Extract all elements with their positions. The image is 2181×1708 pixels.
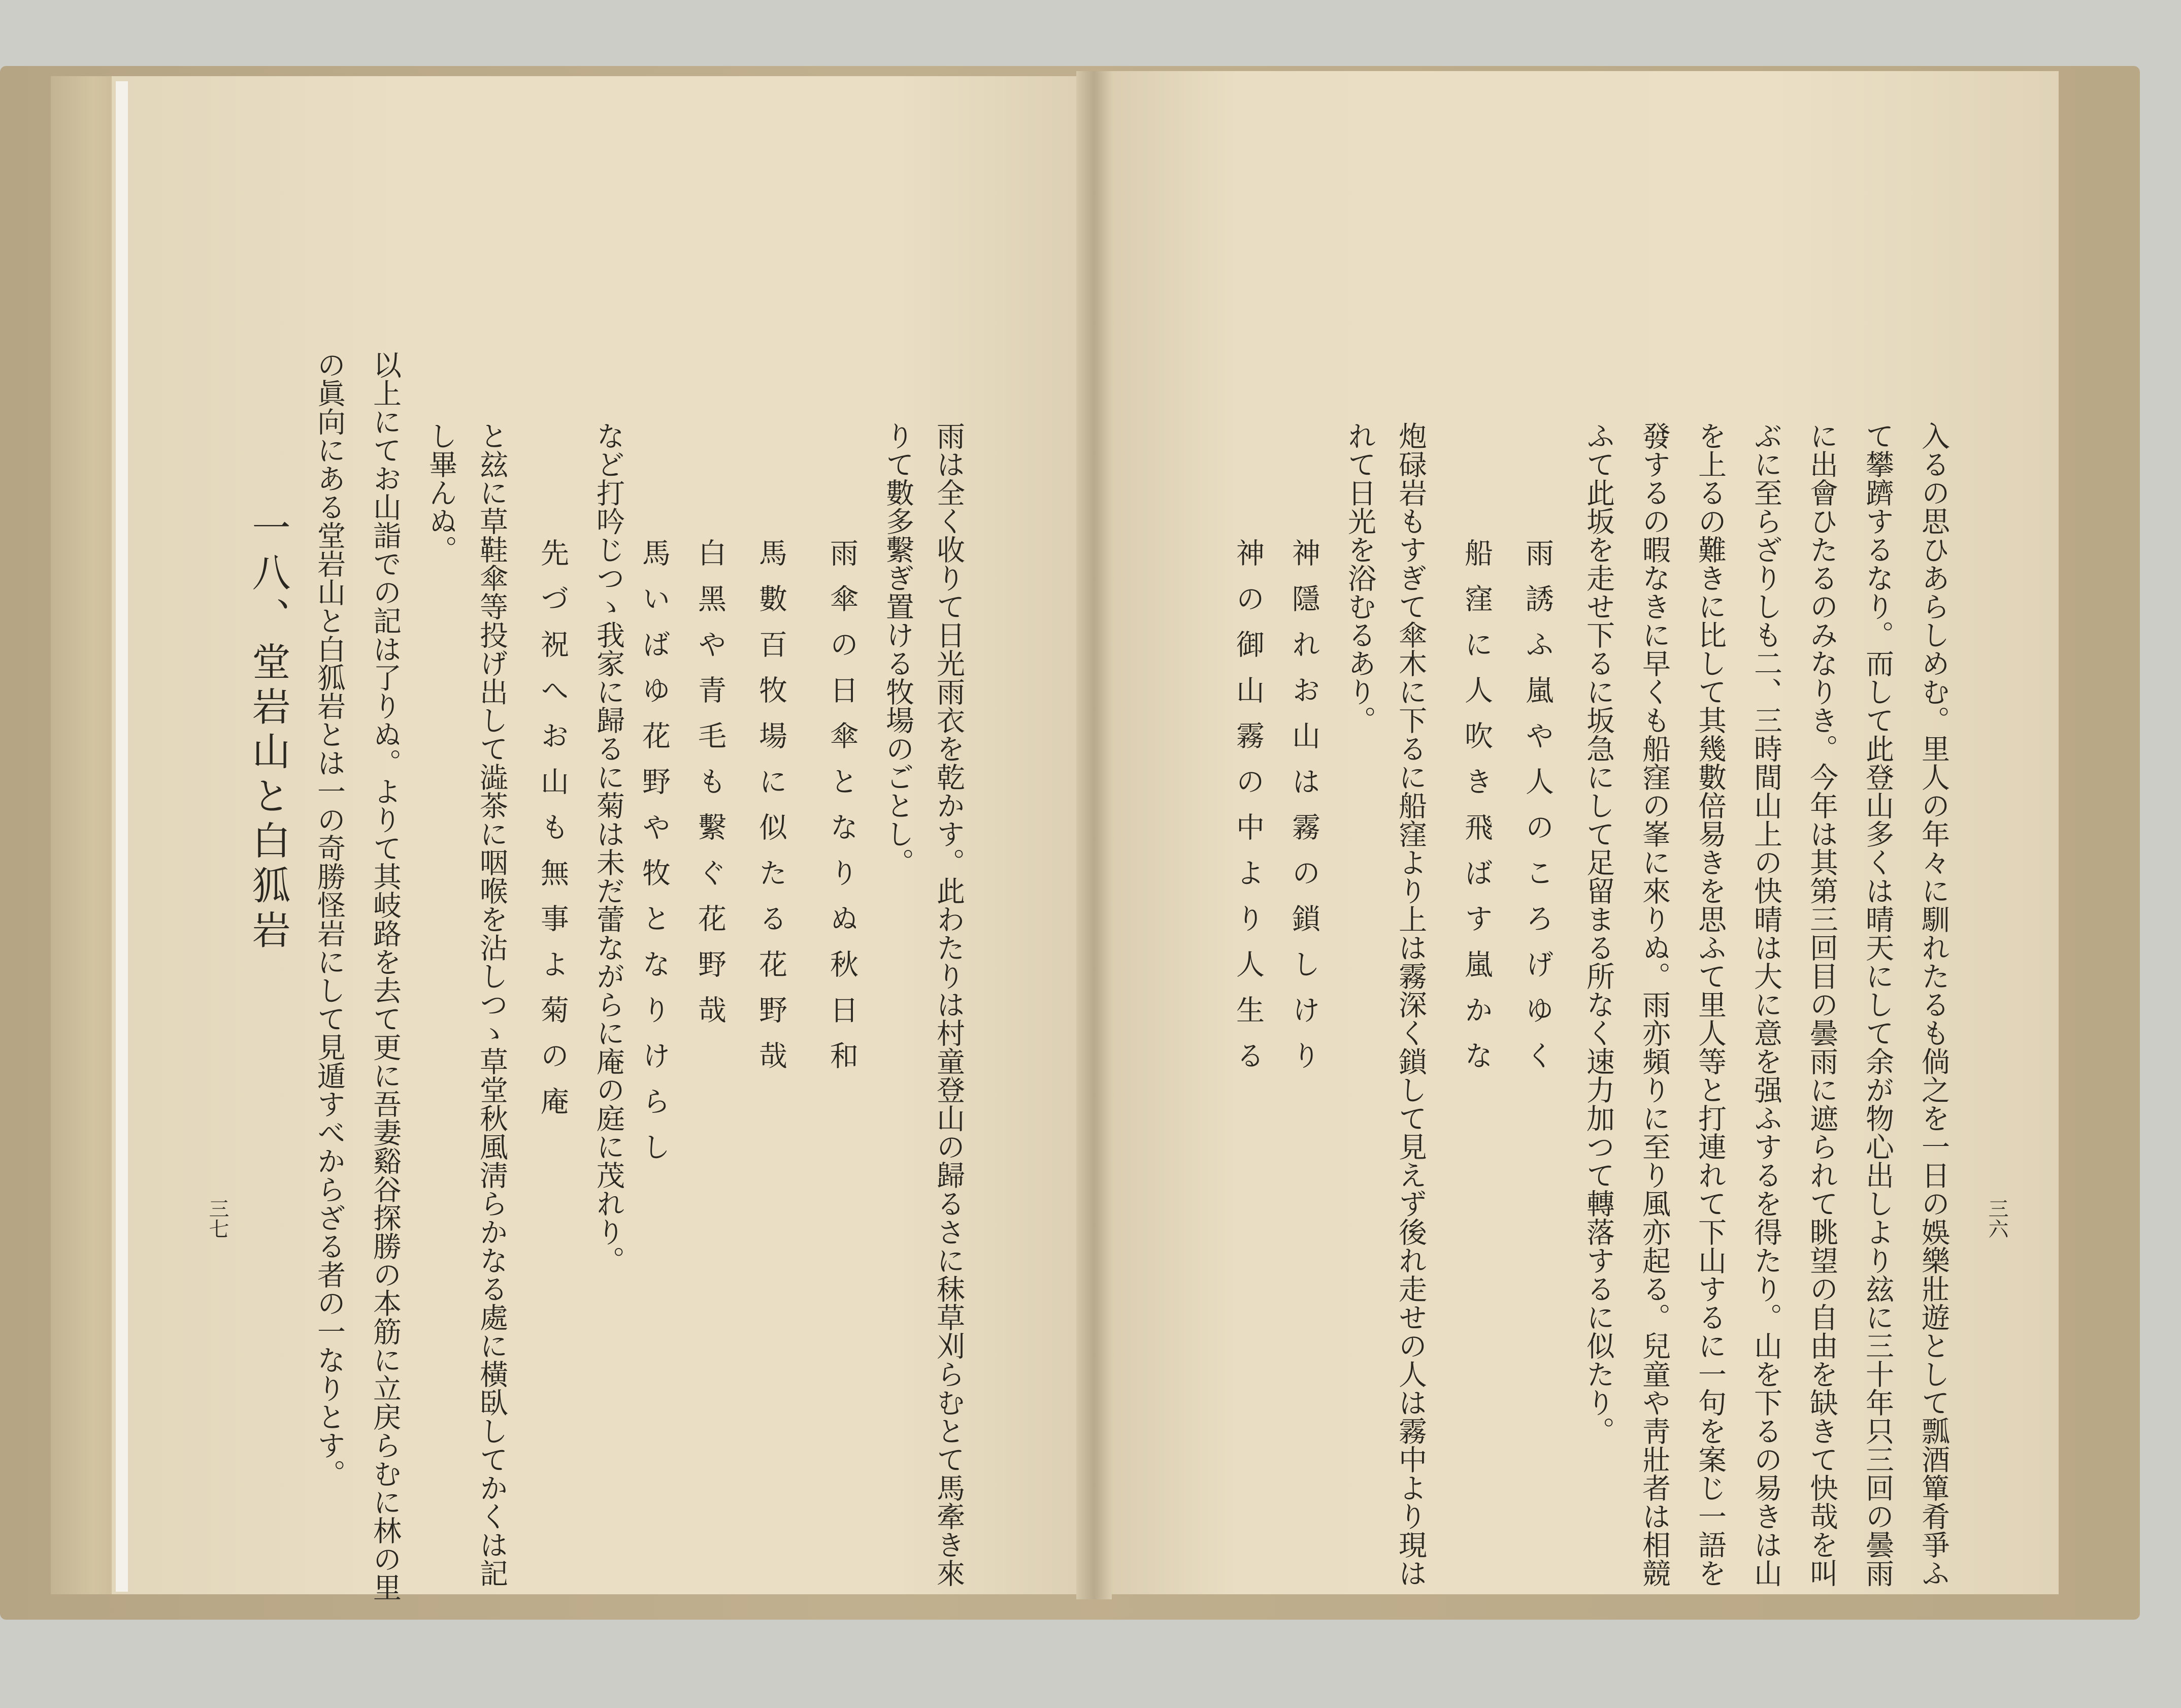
right-text-column: を上るの難きに比して其幾數倍易きを思ふて里人等と打連れて下山するに一句を案じ一語を xyxy=(1694,421,1727,1587)
left-text-column: 雨は全く收りて日光雨衣を乾かす。此わたりは村童登山の歸るさに秣草刈らむとて馬牽き來 xyxy=(932,421,965,1587)
right-text-column: て攀躋するなり。而して此登山多くは晴天にして余が物心出しより玆に三十年只三回の曇雨 xyxy=(1861,421,1894,1587)
left-haiku: 馬いばゆ花野や牧となりけらし xyxy=(638,538,671,1178)
left-page-number: 三七 xyxy=(206,1198,229,1239)
left-text-column: りて數多繫ぎ置ける牧場のごとし。 xyxy=(881,421,914,876)
right-text-column: れて日光を浴むるあり。 xyxy=(1343,421,1376,734)
left-haiku: 白黑や青毛も繫ぐ花野哉 xyxy=(693,538,726,1041)
left-text-column: 以上にてお山詣での記は了りぬ。よりて其岐路を去て更に吾妻谿谷探勝の本筋に立戻らむに林の里 xyxy=(369,350,402,1601)
right-text-column: 入るの思ひあらしめむ。里人の年々に馴れたるも倘之を一日の娛樂壯遊として瓢酒簞肴爭ふ xyxy=(1917,421,1950,1587)
binding-tape xyxy=(51,76,122,1594)
right-text-column: ふて此坂を走せ下るに坂急にして足留まる所なく速力加つて轉落するに似たり。 xyxy=(1582,421,1615,1445)
right-page-number: 三六 xyxy=(1985,1198,2008,1239)
page-edge xyxy=(116,81,128,1592)
right-text-column: 發するの暇なきに早くも船窪の峯に來りぬ。雨亦頻りに至り風亦起る。兒童や靑壯者は相競 xyxy=(1638,421,1671,1587)
right-haiku: 船窪に人吹き飛ばす嵐かな xyxy=(1460,538,1493,1087)
left-haiku: 雨傘の日傘となりぬ秋日和 xyxy=(825,538,858,1087)
book-gutter xyxy=(1076,71,1112,1599)
right-haiku: 神隱れお山は霧の鎖しけり xyxy=(1287,538,1320,1087)
right-text-column: に出會ひたるのみなりき。今年は其第三回目の曇雨に遮られて眺望の自由を缺きて快哉を叫 xyxy=(1805,421,1838,1587)
left-text-column: の眞向にある堂岩山と白狐岩とは一の奇勝怪岩にして見遁すべからざる者の一なりとす。 xyxy=(313,350,346,1488)
left-text-column: など打吟じつゝ我家に歸るに菊は未だ蕾ながらに庵の庭に茂れり。 xyxy=(592,421,625,1274)
right-haiku: 神の御山霧の中より人生る xyxy=(1232,538,1265,1087)
right-text-column: ぶに至らざりしも二、三時間山上の快晴は大に意を强ふするを得たり。山を下るの易きは山 xyxy=(1749,421,1782,1587)
left-text-column: と玆に草鞋傘等投げ出して澁茶に咽喉を沾しつゝ草堂秋風淸らかなる處に橫臥してかくは記 xyxy=(475,421,508,1587)
left-haiku: 先づ祝へお山も無事よ菊の庵 xyxy=(536,538,569,1132)
right-text-column: 炮碌岩もすぎて傘木に下るに船窪より上は霧深く鎖して見えず後れ走せの人は霧中より現は xyxy=(1394,421,1427,1587)
left-haiku: 馬數百牧場に似たる花野哉 xyxy=(754,538,787,1087)
section-heading: 一八、堂岩山と白狐岩 xyxy=(246,508,291,955)
right-haiku: 雨誘ふ嵐や人のころげゆく xyxy=(1521,538,1554,1087)
left-text-column: し畢んぬ。 xyxy=(424,421,457,564)
